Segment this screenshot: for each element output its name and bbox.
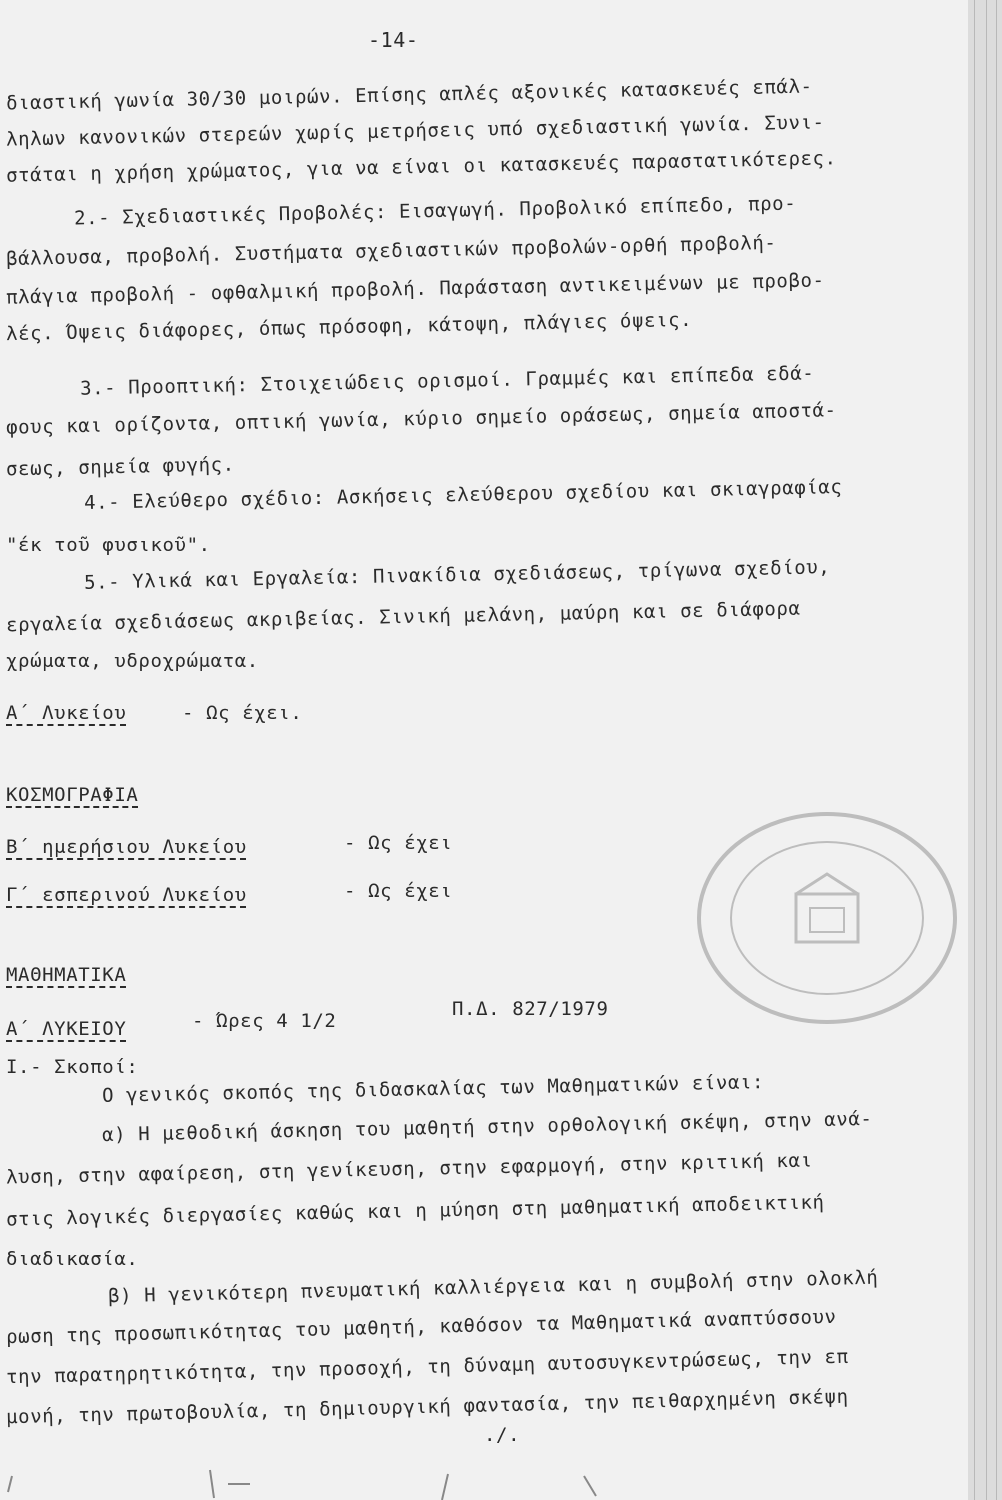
section-heading: Γ΄ εσπερινού Λυκείου: [6, 884, 247, 906]
text-line: - Ώρες 4 1/2: [192, 1010, 337, 1032]
text-line: - Ως έχει.: [182, 702, 303, 724]
text-line: φους και ορίζοντα, οπτική γωνία, κύριο σημείο οράσεως, σημεία αποστά-: [5, 399, 837, 439]
text-line: Ι.- Σκοποί:: [6, 1056, 139, 1078]
page-edge: [968, 0, 1002, 1500]
text-line: λές. Όψεις διάφορες, όπως πρόσοφη, κάτοψη, πλάγιες όψεις.: [5, 308, 693, 346]
text-line: διαστική γωνία 30/30 μοιρών. Επίσης απλές αξονικές κατασκευές επάλ-: [5, 75, 813, 115]
text-line: την παρατηρητικότητα, την προσοχή, τη δύναμη αυτοσυγκεντρώσεως, την επ: [5, 1345, 849, 1389]
text-line: ρωση της προσωπικότητας του μαθητή, καθόσον τα Μαθηματικά αναπτύσσουν: [5, 1305, 837, 1349]
text-line: πλάγια προβολή - οφθαλμική προβολή. Παράσταση αντικειμένων με προβο-: [5, 269, 825, 309]
text-line: στις λογικές διεργασίες καθώς και η μύηση στη μαθηματική αποδεικτική: [5, 1191, 825, 1231]
text-line: διαδικασία.: [6, 1248, 139, 1270]
text-line: εργαλεία σχεδιάσεως ακριβείας. Σινική μελάνη, μαύρη και σε διάφορα: [5, 597, 801, 637]
section-heading: Α΄ Λυκείου: [6, 702, 127, 724]
section-heading: Β΄ ημερήσιου Λυκείου: [6, 836, 247, 858]
official-stamp: [692, 808, 962, 1028]
decree-reference: Π.Δ. 827/1979: [452, 998, 609, 1020]
text-line: 5.- Υλικά και Εργαλεία: Πινακίδια σχεδιάσεως, τρίγωνα σχεδίου,: [83, 556, 831, 594]
text-line: 4.- Ελεύθερο σχέδιο: Ασκήσεις ελεύθερου σχεδίου και σκιαγραφίας: [83, 476, 843, 514]
text-line: - Ως έχει: [344, 832, 453, 854]
text-line: Ο γενικός σκοπός της διδασκαλίας των Μαθηματικών είναι:: [101, 1071, 765, 1107]
text-line: βάλλουσα, προβολή. Συστήματα σχεδιαστικών προβολών-ορθή προβολή-: [5, 231, 777, 271]
text-line: ληλων κανονικών στερεών χωρίς μετρήσεις υπό σχεδιαστική γωνία. Συνι-: [5, 111, 825, 151]
text-line: "έκ τοῦ φυσικοῦ".: [6, 534, 211, 556]
text-line: λυση, στην αφαίρεση, στη γενίκευση, στην εφαρμογή, στην κριτική και: [5, 1149, 813, 1189]
text-line: χρώματα, υδροχρώματα.: [6, 650, 259, 672]
text-line: β) Η γενικότερη πνευματική καλλιέργεια και η συμβολή στην ολοκλή: [107, 1266, 879, 1308]
continuation-mark: ./.: [484, 1424, 521, 1446]
text-line: 3.- Προοπτική: Στοιχειώδεις ορισμοί. Γραμμές και επίπεδα εδά-: [79, 362, 815, 400]
section-heading: ΚΟΣΜΟΓΡΑΦΙΑ: [6, 784, 139, 806]
text-line: στάται η χρήση χρώματος, για να είναι οι κατασκευές παραστατικότερες.: [5, 147, 837, 187]
page-number: -14-: [368, 28, 419, 52]
bottom-edge-marks: [0, 1462, 620, 1500]
section-heading: Α΄ ΛΥΚΕΙΟΥ: [6, 1018, 127, 1040]
text-line: σεως, σημεία φυγής.: [5, 453, 235, 481]
text-line: μονή, την πρωτοβουλία, τη δημιουργική φαντασία, την πειθαρχημένη σκέψη: [5, 1385, 849, 1429]
text-line: α) Η μεθοδική άσκηση του μαθητή στην ορθολογική σκέψη, στην ανά-: [101, 1107, 873, 1147]
text-line: - Ως έχει: [344, 880, 453, 902]
section-heading: ΜΑΘΗΜΑΤΙΚΑ: [6, 964, 127, 986]
text-line: 2.- Σχεδιαστικές Προβολές: Εισαγωγή. Προβολικό επίπεδο, προ-: [73, 192, 797, 230]
